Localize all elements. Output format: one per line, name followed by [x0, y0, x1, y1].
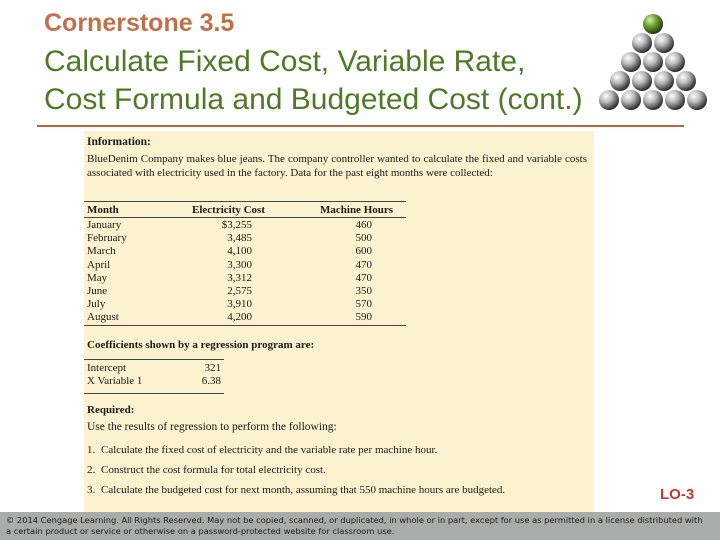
green-sphere [643, 14, 663, 34]
cell-electricity-cost: 3,485 [227, 232, 252, 245]
silver-sphere [665, 90, 685, 110]
required-item-number: 3. [87, 484, 96, 496]
sphere-pyramid-icon [588, 10, 718, 122]
cell-machine-hours: 570 [355, 298, 372, 311]
coefficient-label: X Variable 1 [87, 375, 143, 387]
problem-panel [84, 131, 594, 512]
silver-sphere [632, 33, 652, 53]
table-row [84, 311, 414, 324]
table-row [84, 232, 414, 245]
cell-month: May [87, 271, 108, 284]
silver-sphere [643, 90, 663, 110]
coefficients-top-rule [84, 359, 224, 360]
cell-electricity-cost: $3,255 [221, 219, 252, 231]
cell-electricity-cost: 2,575 [227, 284, 252, 297]
coefficients-heading: Coefficients shown by a regression program are: [87, 339, 315, 351]
table-row [84, 259, 414, 272]
table-row [84, 219, 414, 232]
table-top-rule [84, 201, 406, 202]
required-item-number: 2. [87, 464, 96, 476]
title-line-2: Cost Formula and Budgeted Cost (cont.) [44, 83, 583, 116]
cell-electricity-cost: 3,300 [227, 258, 252, 271]
cell-electricity-cost: 4,200 [227, 311, 252, 324]
copyright-footer [0, 512, 720, 540]
table-row [84, 298, 414, 311]
data-table-body [84, 219, 414, 325]
cell-electricity-cost: 3,910 [227, 298, 252, 311]
column-header-month: Month [87, 204, 119, 216]
cell-month: August [87, 311, 119, 324]
silver-sphere [599, 90, 619, 110]
silver-sphere [621, 52, 641, 72]
copyright-text: © 2014 Cengage Learning. All Rights Reserved. May not be copied, scanned, or duplicated, in whole or in part, except for use as permitted in a license distributed with a certain product or service or otherwise on a password-protected website for classroom use. [6, 515, 703, 536]
required-intro: Use the results of regression to perform the following: [87, 421, 337, 433]
silver-sphere [621, 90, 641, 110]
cell-month: April [87, 258, 111, 271]
cornerstone-label: Cornerstone 3.5 [44, 9, 235, 37]
required-item-text: Construct the cost formula for total electricity cost. [101, 464, 326, 476]
silver-sphere [632, 71, 652, 91]
cell-electricity-cost: 4,100 [227, 245, 252, 258]
table-header-rule [84, 217, 406, 218]
cell-month: March [87, 245, 116, 258]
coefficient-value: 321 [204, 362, 221, 374]
coefficients-bottom-rule [84, 393, 224, 394]
cell-machine-hours: 500 [355, 232, 372, 245]
cell-machine-hours: 470 [355, 258, 372, 271]
cell-month: July [87, 298, 106, 311]
required-item-text: Calculate the budgeted cost for next month, assuming that 550 machine hours are budgeted. [101, 484, 506, 496]
required-item-number: 1. [87, 444, 96, 456]
title-divider [37, 125, 684, 127]
learning-objective-badge: LO-3 [660, 486, 695, 503]
information-text: BlueDenim Company makes blue jeans. The company controller wanted to calculate the fixed and variable costs associated with electricity used in the factory. Data for the past eight months were collected: [87, 153, 587, 179]
table-row [84, 245, 414, 258]
cell-machine-hours: 470 [355, 271, 372, 284]
silver-sphere [643, 52, 663, 72]
silver-sphere [665, 52, 685, 72]
silver-sphere [687, 90, 707, 110]
cell-electricity-cost: 3,312 [227, 271, 252, 284]
cell-machine-hours: 460 [355, 219, 372, 231]
silver-sphere [654, 71, 674, 91]
table-row [84, 285, 414, 298]
cell-machine-hours: 350 [355, 284, 372, 297]
column-header-electricity-cost: Electricity Cost [192, 204, 265, 216]
column-header-machine-hours: Machine Hours [320, 204, 394, 216]
cell-month: January [87, 219, 122, 231]
table-row [84, 272, 414, 285]
coefficient-value: 6.38 [201, 375, 221, 387]
table-bottom-rule [84, 325, 406, 326]
information-heading: Information: [87, 136, 151, 148]
silver-sphere [610, 71, 630, 91]
cell-month: February [87, 232, 127, 245]
required-heading: Required: [87, 404, 135, 416]
cell-month: June [87, 284, 108, 297]
silver-sphere [676, 71, 696, 91]
title-line-1: Calculate Fixed Cost, Variable Rate, [44, 45, 526, 78]
required-item-text: Calculate the fixed cost of electricity and the variable rate per machine hour. [101, 444, 438, 456]
silver-sphere [654, 33, 674, 53]
coefficient-label: Intercept [87, 362, 127, 374]
cell-machine-hours: 590 [355, 311, 372, 324]
cell-machine-hours: 600 [355, 245, 372, 258]
